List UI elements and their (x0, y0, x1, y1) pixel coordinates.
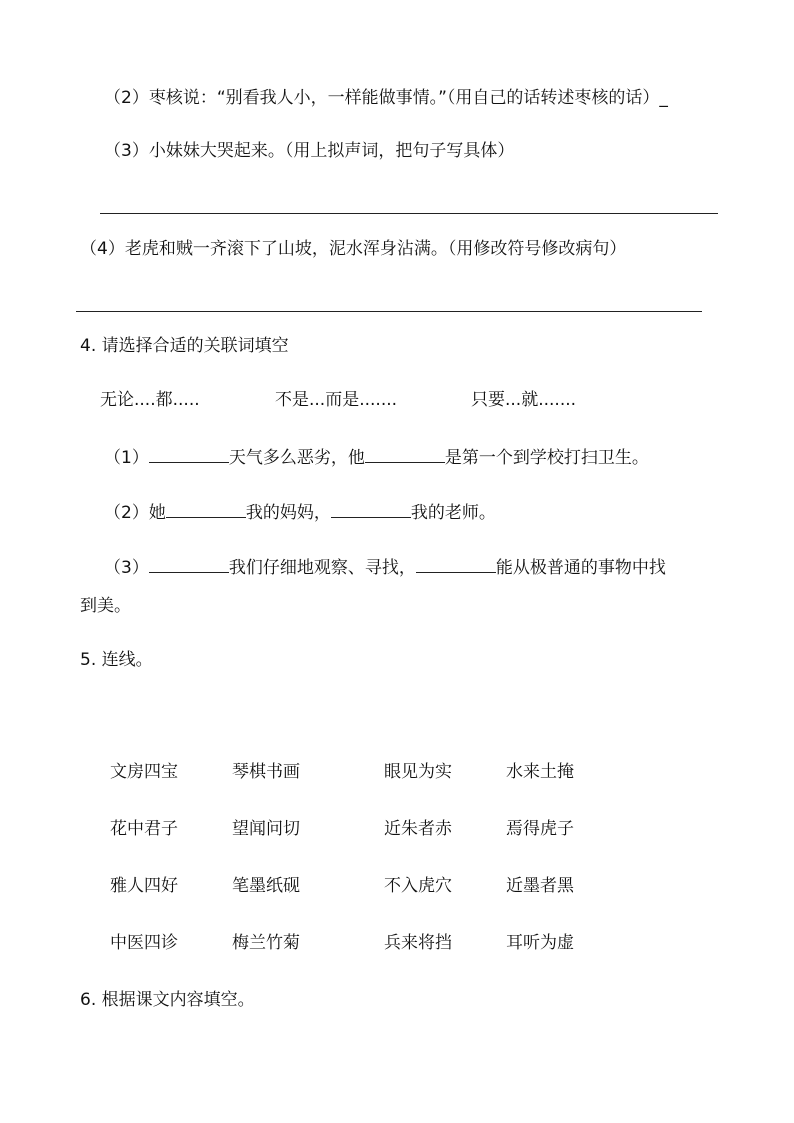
q4-sentence-3 (104, 556, 666, 577)
q4-sentence-2 (104, 501, 496, 522)
q5-col3-item[interactable]: 兵来将挡 (384, 933, 452, 953)
q5-col4-item[interactable]: 焉得虎子 (506, 819, 574, 839)
q4-sentence-1 (104, 446, 649, 467)
q4-s2-blank-2[interactable] (331, 501, 411, 518)
q5-col1-item[interactable]: 花中君子 (110, 819, 178, 839)
q5-col2-item[interactable]: 琴棋书画 (232, 762, 300, 782)
q4-s3-blank-1[interactable] (149, 556, 229, 573)
q4-s1-mid: 天气多么恶劣，他 (228, 448, 365, 468)
q5-col1-item[interactable]: 中医四诊 (110, 933, 178, 953)
q3-item2: （2）枣核说：“别看我人小，一样能做事情。”（用自己的话转述枣核的话）_ (104, 88, 668, 108)
q4-option-2: 不是...而是....... (275, 390, 398, 410)
q4-title: 4. 请选择合适的关联词填空 (80, 336, 289, 356)
q4-s2-blank-1[interactable] (166, 501, 246, 518)
q5-col2-item[interactable]: 笔墨纸砚 (232, 876, 300, 896)
q4-s1-end: 是第一个到学校打扫卫生。 (444, 448, 649, 468)
q5-col3-item[interactable]: 近朱者赤 (384, 819, 452, 839)
q4-s1-blank-2[interactable] (365, 446, 445, 463)
q5-col4-item[interactable]: 水来土掩 (506, 762, 574, 782)
q4-s3-continuation: 到美。 (80, 596, 131, 616)
q4-s3-blank-2[interactable] (416, 556, 496, 573)
q4-s3-end: 能从极普通的事物中找 (495, 558, 666, 578)
q5-col1-item[interactable]: 文房四宝 (110, 762, 178, 782)
q4-s3-prefix: （3） (104, 558, 149, 578)
q4-s3-mid: 我们仔细地观察、寻找， (228, 558, 416, 578)
q3-item4: （4）老虎和贼一齐滚下了山坡，泥水浑身沾满。（用修改符号修改病句） (80, 239, 627, 259)
q4-s1-prefix: （1） (104, 448, 149, 468)
answer-line-q3-3[interactable] (100, 213, 718, 214)
q4-s1-blank-1[interactable] (149, 446, 229, 463)
q5-col3-item[interactable]: 眼见为实 (384, 762, 452, 782)
q5-col2-item[interactable]: 梅兰竹菊 (232, 933, 300, 953)
q4-option-3: 只要...就....... (471, 390, 577, 410)
q5-col2-item[interactable]: 望闻问切 (232, 819, 300, 839)
answer-line-q3-4[interactable] (76, 311, 702, 312)
q4-s2-prefix: （2）她 (104, 503, 166, 523)
q5-title: 5. 连线。 (80, 650, 153, 670)
q4-s2-end: 我的老师。 (410, 503, 496, 523)
q3-item3: （3）小妹妹大哭起来。（用上拟声词，把句子写具体） (104, 141, 515, 161)
q6-title: 6. 根据课文内容填空。 (80, 990, 255, 1010)
q4-option-1: 无论....都..... (100, 390, 200, 410)
q5-col4-item[interactable]: 耳听为虚 (506, 933, 574, 953)
q5-col4-item[interactable]: 近墨者黑 (506, 876, 574, 896)
q4-s2-mid: 我的妈妈， (245, 503, 331, 523)
q5-col1-item[interactable]: 雅人四好 (110, 876, 178, 896)
q5-col3-item[interactable]: 不入虎穴 (384, 876, 452, 896)
